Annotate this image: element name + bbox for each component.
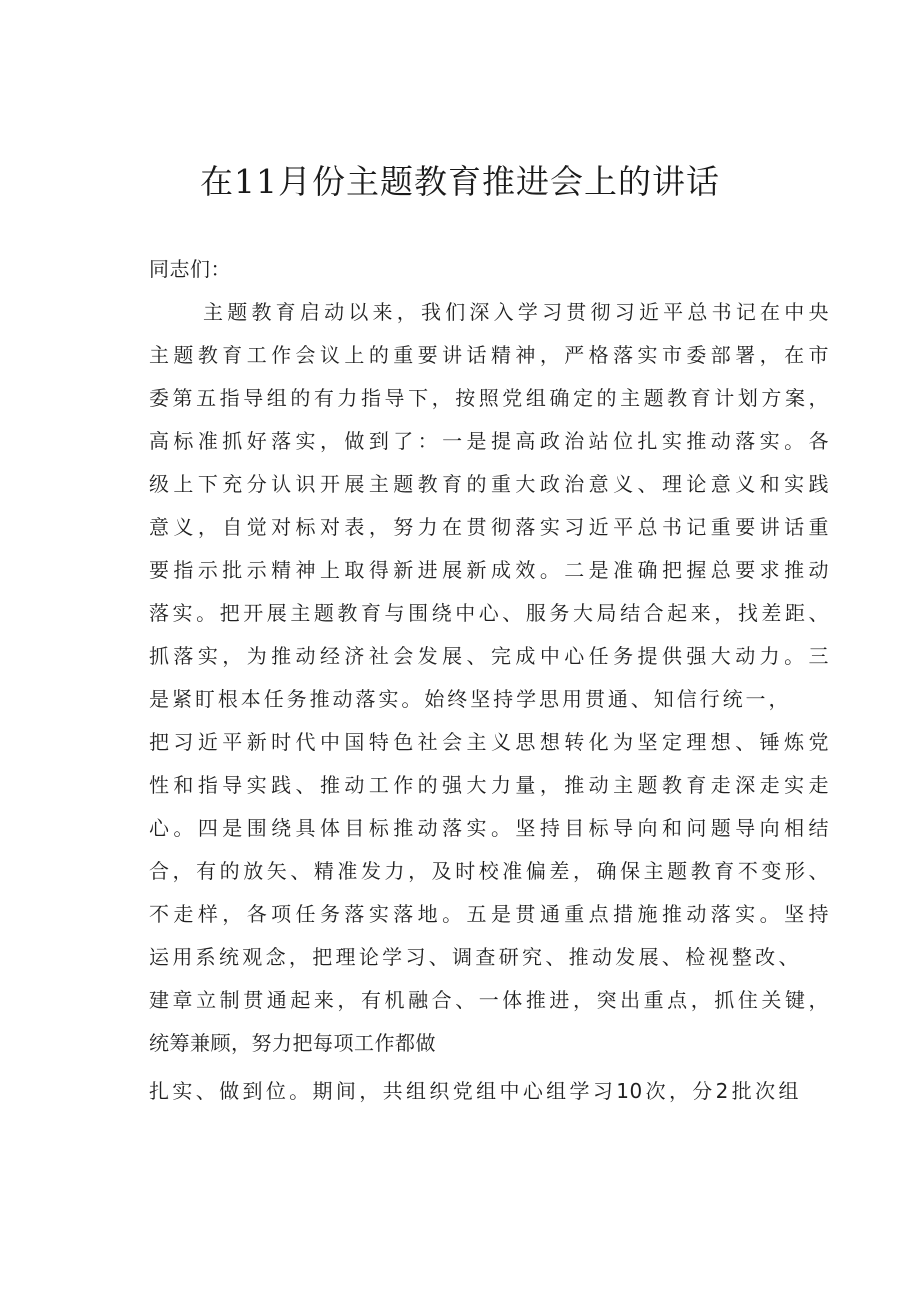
paragraph-line: 不走样，各项任务落实落地。五是贯通重点措施推动落实。坚持 (149, 902, 829, 926)
paragraph-line: 把习近平新时代中国特色社会主义思想转化为坚定理想、锤炼党 (149, 730, 829, 754)
paragraph-line: 落实。把开展主题教育与围绕中心、服务大局结合起来，找差距、 (149, 601, 829, 625)
paragraph-line: 主题教育工作会议上的重要讲话精神，严格落实市委部署，在市 (149, 343, 829, 367)
paragraph-line: 统筹兼顾，努力把每项工作都做 (149, 1031, 436, 1055)
paragraph-line: 高标准抓好落实，做到了：一是提高政治站位扎实推动落实。各 (149, 429, 829, 453)
paragraph-line: 主题教育启动以来，我们深入学习贯彻习近平总书记在中央 (203, 300, 829, 324)
paragraph-line: 运用系统观念，把理论学习、调查研究、推动发展、检视整改、 (149, 945, 799, 969)
paragraph-line: 性和指导实践、推动工作的强大力量，推动主题教育走深走实走 (149, 773, 829, 797)
paragraph-line: 是紧盯根本任务推动落实。始终坚持学思用贯通、知信行统一， (149, 687, 789, 711)
paragraph-line: 心。四是围绕具体目标推动落实。坚持目标导向和问题导向相结 (149, 816, 829, 840)
document-title: 在11月份主题教育推进会上的讲话 (200, 162, 720, 201)
paragraph-line: 委第五指导组的有力指导下，按照党组确定的主题教育计划方案， (149, 386, 829, 410)
paragraph-line: 合，有的放矢、精准发力，及时校准偏差，确保主题教育不变形、 (149, 859, 829, 883)
paragraph-line: 要指示批示精神上取得新进展新成效。二是准确把握总要求推动 (149, 558, 829, 582)
paragraph-line: 扎实、做到位。期间，共组织党组中心组学习10次，分2批次组 (149, 1079, 799, 1103)
paragraph-line: 级上下充分认识开展主题教育的重大政治意义、理论意义和实践 (149, 472, 829, 496)
paragraph-line: 抓落实，为推动经济社会发展、完成中心任务提供强大动力。三 (149, 644, 829, 668)
paragraph-line: 意义，自觉对标对表，努力在贯彻落实习近平总书记重要讲话重 (149, 515, 829, 539)
paragraph-line: 建章立制贯通起来，有机融合、一体推进，突出重点，抓住关键， (149, 988, 829, 1012)
salutation: 同志们： (149, 257, 231, 281)
